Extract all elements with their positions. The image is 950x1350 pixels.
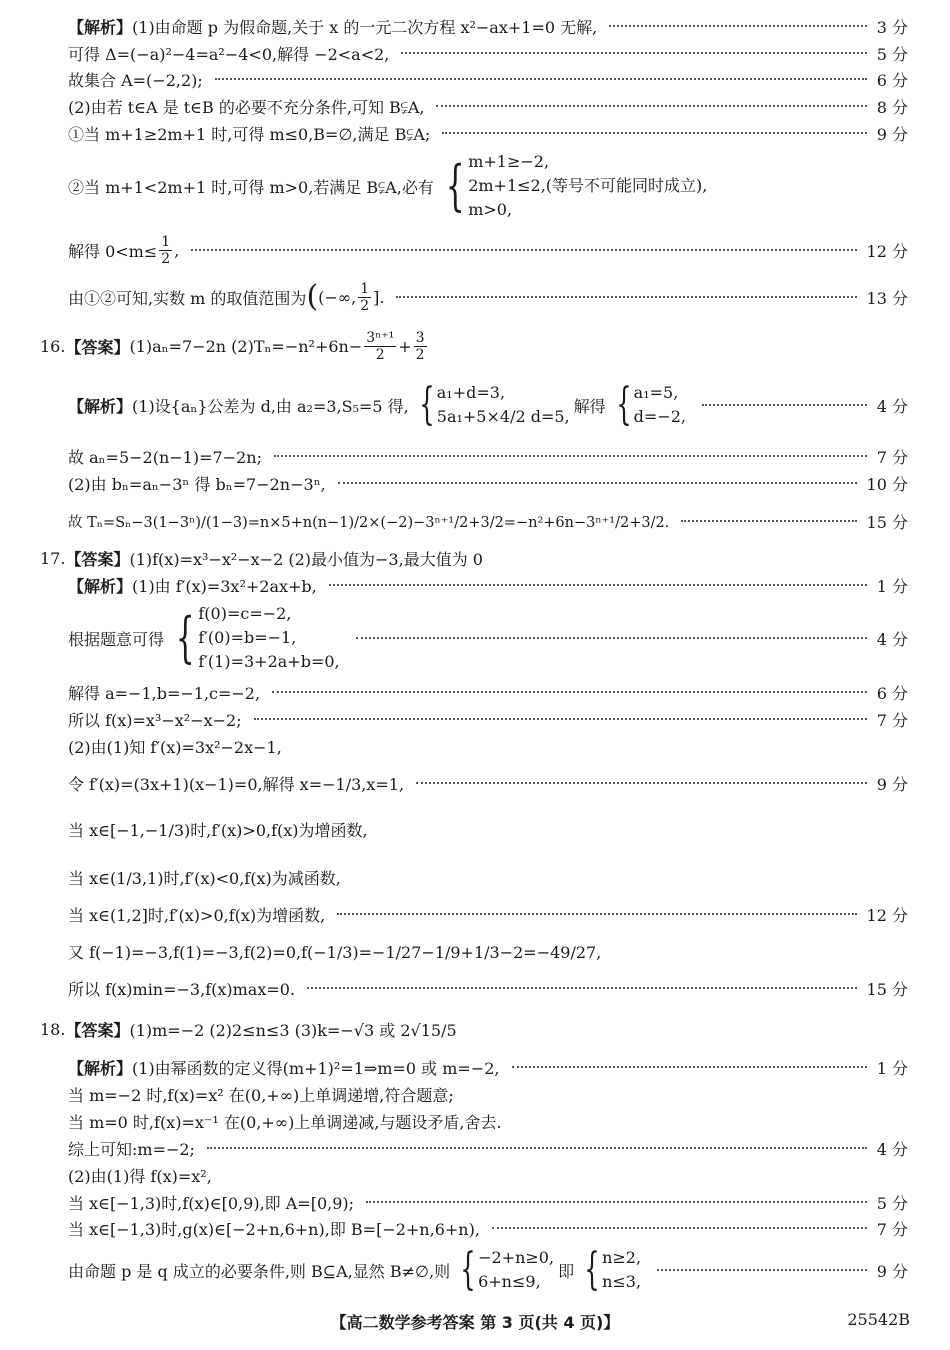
dot-leader bbox=[396, 296, 856, 298]
score-label: 12 分 bbox=[866, 241, 908, 261]
line-text: 当 x∈[−1,−1/3)时,f′(x)>0,f(x)为增函数, bbox=[68, 820, 368, 840]
line-text: (1)由 f′(x)=3x²+2ax+b, bbox=[132, 576, 317, 596]
text-line bbox=[68, 14, 908, 38]
score-label: 12 分 bbox=[866, 905, 908, 925]
denominator: 2 bbox=[415, 346, 425, 363]
numerator: 3ⁿ⁺¹ bbox=[366, 329, 395, 346]
text-line bbox=[68, 471, 908, 495]
dot-leader bbox=[492, 1227, 867, 1229]
dot-leader bbox=[272, 691, 867, 693]
line-text: 当 m=0 时,f(x)=x⁻¹ 在(0,+∞)上单调递减,与题设矛盾,舍去. bbox=[68, 1112, 502, 1132]
dot-leader bbox=[338, 482, 857, 484]
case-row: 6+n≤9, bbox=[478, 1272, 541, 1291]
analysis-tag: 【解析】 bbox=[68, 17, 133, 37]
dot-leader bbox=[307, 987, 857, 989]
numerator: 1 bbox=[360, 280, 370, 297]
dot-leader bbox=[512, 1066, 867, 1068]
text-line bbox=[68, 902, 908, 926]
case-row: a₁=5, bbox=[633, 383, 679, 402]
line-text: ②当 m+1<2m+1 时,可得 m>0,若满足 B⫋A,必有 bbox=[68, 177, 434, 197]
text-line bbox=[68, 374, 908, 436]
denominator: 2 bbox=[360, 297, 370, 314]
line-text: 解得 0<m≤ bbox=[68, 241, 158, 261]
line-text: 根据题意可得 bbox=[68, 629, 165, 649]
score-label: 9 分 bbox=[876, 774, 908, 794]
numerator: 1 bbox=[161, 233, 171, 250]
text-line bbox=[68, 734, 908, 758]
line-text: 令 f′(x)=(3x+1)(x−1)=0,解得 x=−1/3,x=1, bbox=[68, 774, 405, 794]
score-label: 8 分 bbox=[876, 97, 908, 117]
fraction bbox=[159, 234, 172, 267]
text-line bbox=[68, 860, 908, 894]
score-label: 3 分 bbox=[876, 17, 908, 37]
text-line bbox=[68, 505, 908, 537]
case-row: f′(0)=b=−1, bbox=[198, 628, 297, 647]
analysis-tag: 【解析】 bbox=[68, 396, 133, 416]
answer-tag: 【答案】 bbox=[65, 1020, 130, 1040]
text-line bbox=[68, 1190, 908, 1214]
case-system bbox=[168, 602, 340, 674]
line-text: (2)由(1)知 f′(x)=3x²−2x−1, bbox=[68, 737, 282, 757]
dot-leader bbox=[366, 1201, 867, 1203]
left-brace: { bbox=[615, 379, 632, 430]
line-text: 即 bbox=[558, 1261, 575, 1281]
dot-leader bbox=[609, 25, 867, 27]
score-label: 1 分 bbox=[876, 576, 908, 596]
line-text: (1)由命题 p 为假命题,关于 x 的一元二次方程 x²−ax+1=0 无解, bbox=[132, 17, 598, 37]
case-row: 5a₁+5×4/2 d=5, bbox=[436, 407, 570, 426]
dot-leader bbox=[657, 1269, 867, 1271]
answer-tag: 【答案】 bbox=[65, 549, 130, 569]
line-text: + bbox=[398, 336, 412, 356]
dot-leader bbox=[254, 718, 867, 720]
left-brace: { bbox=[445, 154, 465, 217]
line-text: ①当 m+1≥2m+1 时,可得 m≤0,B=∅,满足 B⫋A; bbox=[68, 124, 431, 144]
score-label: 15 分 bbox=[866, 979, 908, 999]
text-line bbox=[68, 1055, 908, 1079]
case-row: d=−2, bbox=[633, 407, 686, 426]
left-brace: { bbox=[460, 1244, 476, 1295]
range-tail: ]. bbox=[373, 287, 385, 307]
text-line bbox=[68, 94, 908, 118]
page-footer bbox=[0, 1310, 950, 1334]
case-row: n≤3, bbox=[602, 1272, 642, 1291]
footer-title: 【高二数学参考答案 第 3 页(共 4 页)】 bbox=[330, 1313, 620, 1332]
text-line bbox=[68, 707, 908, 731]
dot-leader bbox=[337, 913, 856, 915]
line-text: 所以 f(x)=x³−x²−x−2; bbox=[68, 710, 242, 730]
question-number: 16. bbox=[40, 336, 66, 356]
answer-line bbox=[40, 546, 908, 570]
score-label: 1 分 bbox=[876, 1058, 908, 1078]
case-row: −2+n≥0, bbox=[478, 1248, 555, 1267]
dot-leader bbox=[274, 455, 867, 457]
line-text: (1)由幂函数的定义得(m+1)²=1⇒m=0 或 m=−2, bbox=[132, 1058, 500, 1078]
case-system bbox=[413, 381, 570, 429]
case-row: a₁+d=3, bbox=[436, 383, 506, 402]
dot-leader bbox=[207, 1147, 867, 1149]
case-system bbox=[438, 150, 708, 222]
text-line bbox=[68, 1163, 908, 1187]
line-text: 由①②可知,实数 m 的取值范围为 bbox=[68, 288, 307, 308]
dot-leader bbox=[329, 584, 867, 586]
score-label: 10 分 bbox=[866, 474, 908, 494]
text-line bbox=[68, 573, 908, 597]
score-label: 5 分 bbox=[876, 1193, 908, 1213]
text-line bbox=[68, 278, 908, 316]
score-label: 7 分 bbox=[876, 710, 908, 730]
dot-leader bbox=[416, 782, 867, 784]
line-text: 所以 f(x)min=−3,f(x)max=0. bbox=[68, 979, 296, 999]
text-line bbox=[68, 444, 908, 468]
answer-tag: 【答案】 bbox=[65, 337, 130, 357]
fraction bbox=[364, 330, 396, 363]
text-line bbox=[68, 121, 908, 145]
score-label: 6 分 bbox=[876, 683, 908, 703]
case-row: 2m+1≤2,(等号不可能同时成立), bbox=[468, 176, 708, 195]
text-line bbox=[68, 934, 908, 968]
case-row: m+1≥−2, bbox=[468, 152, 550, 171]
score-label: 7 分 bbox=[876, 447, 908, 467]
analysis-tag: 【解析】 bbox=[68, 1058, 133, 1078]
score-label: 9 分 bbox=[876, 1261, 908, 1281]
fraction bbox=[358, 281, 371, 314]
line-text: 当 x∈[−1,3)时,g(x)∈[−2+n,6+n),即 B=[−2+n,6+n), bbox=[68, 1219, 480, 1239]
dot-leader bbox=[681, 520, 856, 522]
line-text: 故 Tₙ=Sₙ−3(1−3ⁿ)/(1−3)=n×5+n(n−1)/2×(−2)−3ⁿ⁺¹/2+3/2=−n²+6n−3ⁿ⁺¹/2+3/2. bbox=[68, 514, 670, 531]
case-system bbox=[610, 381, 686, 429]
line-text: 可得 Δ=(−a)²−4=a²−4<0,解得 −2<a<2, bbox=[68, 44, 390, 64]
text-line bbox=[68, 766, 908, 800]
line-text: 当 x∈(1,2]时,f′(x)>0,f(x)为增函数, bbox=[68, 905, 326, 925]
line-text: 解得 bbox=[573, 396, 606, 416]
line-text: (1)m=−2 (2)2≤n≤3 (3)k=−√3 或 2√15/5 bbox=[129, 1020, 457, 1040]
text-line bbox=[68, 1244, 908, 1296]
text-line bbox=[68, 1136, 908, 1160]
line-text: 当 x∈[−1,3)时,f(x)∈[0,9),即 A=[0,9); bbox=[68, 1193, 355, 1213]
line-text: (2)由若 t∈A 是 t∈B 的必要不充分条件,可知 B⫋A, bbox=[68, 97, 425, 117]
score-label: 9 分 bbox=[876, 124, 908, 144]
line-text: 故集合 A=(−2,2); bbox=[68, 70, 203, 90]
text-line bbox=[68, 1216, 908, 1240]
left-paren: ( bbox=[306, 279, 319, 314]
line-text: 当 m=−2 时,f(x)=x² 在(0,+∞)上单调递增,符合题意; bbox=[68, 1085, 454, 1105]
left-brace: { bbox=[584, 1244, 600, 1295]
denominator: 2 bbox=[161, 250, 171, 267]
text-line bbox=[68, 976, 908, 1000]
answer-line bbox=[40, 1012, 908, 1046]
score-label: 4 分 bbox=[876, 629, 908, 649]
numerator: 3 bbox=[415, 329, 425, 346]
case-system bbox=[454, 1246, 554, 1294]
question-number: 18. bbox=[40, 1019, 66, 1039]
score-label: 4 分 bbox=[876, 1139, 908, 1159]
text-line bbox=[68, 1082, 908, 1106]
score-label: 5 分 bbox=[876, 44, 908, 64]
score-label: 7 分 bbox=[876, 1219, 908, 1239]
fraction bbox=[414, 330, 427, 363]
text-line bbox=[68, 148, 908, 224]
answer-line bbox=[40, 326, 908, 366]
text-line bbox=[68, 41, 908, 65]
case-row: f(0)=c=−2, bbox=[198, 604, 292, 623]
range-lead: (−∞, bbox=[318, 287, 357, 307]
text-line bbox=[68, 812, 908, 846]
case-system bbox=[578, 1246, 641, 1294]
text-line bbox=[68, 67, 908, 91]
document-code: 25542B bbox=[847, 1310, 910, 1329]
line-text: 综上可知:m=−2; bbox=[68, 1139, 195, 1159]
score-label: 6 分 bbox=[876, 70, 908, 90]
text-line bbox=[68, 232, 908, 268]
case-row: n≥2, bbox=[602, 1248, 642, 1267]
line-text: 解得 a=−1,b=−1,c=−2, bbox=[68, 683, 261, 703]
analysis-tag: 【解析】 bbox=[68, 576, 133, 596]
denominator: 2 bbox=[375, 346, 385, 363]
dot-leader bbox=[191, 249, 856, 251]
line-text: (1)f(x)=x³−x²−x−2 (2)最小值为−3,最大值为 0 bbox=[129, 549, 483, 569]
dot-leader bbox=[356, 637, 867, 639]
left-brace: { bbox=[175, 606, 195, 669]
dot-leader bbox=[215, 78, 867, 80]
left-brace: { bbox=[419, 379, 435, 430]
line-text: 又 f(−1)=−3,f(1)=−3,f(2)=0,f(−1/3)=−1/27−1/9+1/3−2=−49/27, bbox=[68, 942, 602, 962]
text-line bbox=[68, 680, 908, 704]
text-line bbox=[68, 600, 908, 676]
case-row: f′(1)=3+2a+b=0, bbox=[198, 652, 340, 671]
question-number: 17. bbox=[40, 548, 66, 568]
line-text: , bbox=[174, 240, 180, 260]
dot-leader bbox=[436, 105, 866, 107]
case-row: m>0, bbox=[468, 200, 513, 219]
line-text: (1)aₙ=7−2n (2)Tₙ=−n²+6n− bbox=[129, 336, 363, 356]
score-label: 13 分 bbox=[866, 288, 908, 308]
score-label: 4 分 bbox=[876, 396, 908, 416]
dot-leader bbox=[702, 404, 867, 406]
line-text: (1)设{aₙ}公差为 d,由 a₂=3,S₅=5 得, bbox=[132, 396, 409, 416]
score-label: 15 分 bbox=[866, 512, 908, 532]
line-text: 故 aₙ=5−2(n−1)=7−2n; bbox=[68, 447, 262, 467]
dot-leader bbox=[401, 52, 866, 54]
line-text: (2)由(1)得 f(x)=x², bbox=[68, 1166, 212, 1186]
text-line bbox=[68, 1109, 908, 1133]
line-text: (2)由 bₙ=aₙ−3ⁿ 得 bₙ=7−2n−3ⁿ, bbox=[68, 474, 326, 494]
dot-leader bbox=[442, 132, 866, 134]
line-text: 由命题 p 是 q 成立的必要条件,则 B⊆A,显然 B≠∅,则 bbox=[68, 1261, 451, 1281]
line-text: 当 x∈(1/3,1)时,f′(x)<0,f(x)为减函数, bbox=[68, 868, 341, 888]
